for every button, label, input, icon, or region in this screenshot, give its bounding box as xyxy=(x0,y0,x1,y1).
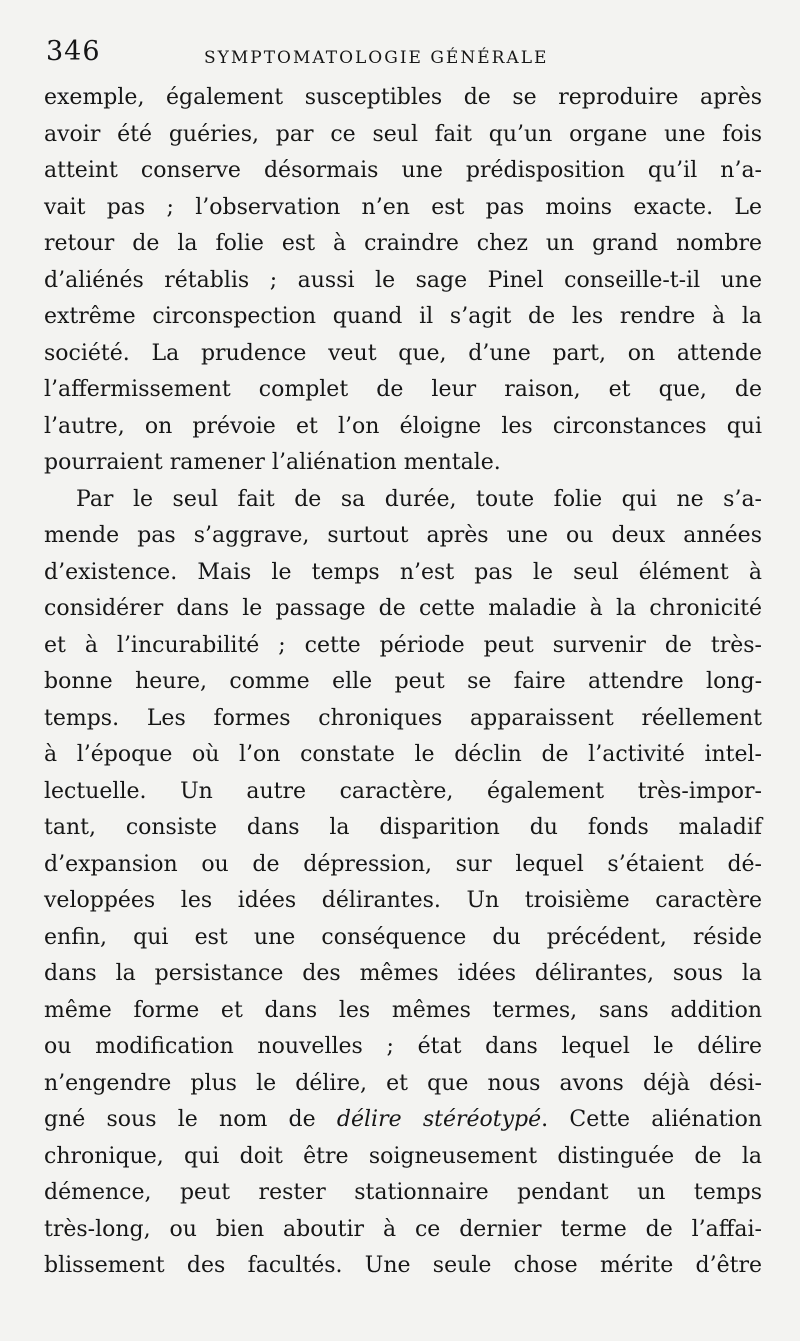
text-line: blissement des facultés. Une seule chose mérite d’être xyxy=(44,1253,762,1278)
text-line: exemple, également susceptibles de se reproduire après xyxy=(44,85,762,110)
text-line: enfin, qui est une conséquence du précédent, réside xyxy=(44,924,762,950)
body-text xyxy=(44,80,762,1285)
text-line: vait pas ; l’observation n’en est pas moins exacte. Le xyxy=(44,194,762,220)
text-line: démence, peut rester stationnaire pendant un temps xyxy=(44,1180,762,1205)
text-line: Par le seul fait de sa durée, toute folie qui ne s’a- xyxy=(76,486,762,512)
text-line: d’aliénés rétablis ; aussi le sage Pinel conseille-t-il une xyxy=(44,267,762,293)
text-line-with-italic xyxy=(44,1102,762,1139)
text-segment: . Cette aliénation xyxy=(541,1107,762,1132)
text-segment: gné sous le nom de xyxy=(44,1107,337,1132)
text-line: l’autre, on prévoie et l’on éloigne les circonstances qui xyxy=(44,413,762,439)
running-head xyxy=(44,36,764,80)
text-line: même forme et dans les mêmes termes, sans addition xyxy=(44,997,762,1023)
text-line: d’existence. Mais le temps n’est pas le seul élément à xyxy=(44,559,762,585)
text-line: temps. Les formes chroniques apparaissent réellement xyxy=(44,705,762,731)
text-line: tant, consiste dans la disparition du fonds maladif xyxy=(44,815,762,840)
italic-term: délire stéréotypé xyxy=(336,1107,542,1132)
text-line: ou modification nouvelles ; état dans lequel le délire xyxy=(44,1034,762,1059)
text-line: l’affermissement complet de leur raison, et que, de xyxy=(44,377,762,402)
text-line: retour de la folie est à craindre chez un grand nombre xyxy=(44,231,762,256)
text-line: avoir été guéries, par ce seul fait qu’un organe une fois xyxy=(44,121,762,147)
text-line: lectuelle. Un autre caractère, également très-impor- xyxy=(44,778,762,804)
text-line: mende pas s’aggrave, surtout après une ou deux années xyxy=(44,523,762,548)
text-line: atteint conserve désormais une prédisposition qu’il n’a- xyxy=(44,158,762,183)
text-line: veloppées les idées délirantes. Un troisième caractère xyxy=(44,888,762,913)
text-line: extrême circonspection quand il s’agit de les rendre à la xyxy=(44,304,762,329)
text-line: chronique, qui doit être soigneusement distinguée de la xyxy=(44,1143,762,1169)
text-line: très-long, ou bien aboutir à ce dernier terme de l’affai- xyxy=(44,1216,762,1242)
text-line: dans la persistance des mêmes idées délirantes, sous la xyxy=(44,961,762,986)
text-line: n’engendre plus le délire, et que nous avons déjà dési- xyxy=(44,1070,762,1096)
text-line: pourraient ramener l’aliénation mentale. xyxy=(44,450,501,475)
text-line: société. La prudence veut que, d’une part, on attende xyxy=(44,340,762,366)
page-number: 346 xyxy=(46,36,101,67)
text-line: et à l’incurabilité ; cette période peut survenir de très- xyxy=(44,632,762,658)
text-line: d’expansion ou de dépression, sur lequel s’étaient dé- xyxy=(44,851,762,877)
text-line: considérer dans le passage de cette maladie à la chronicité xyxy=(44,596,762,621)
running-title: SYMPTOMATOLOGIE GÉNÉRALE xyxy=(204,48,549,68)
text-line: bonne heure, comme elle peut se faire attendre long- xyxy=(44,669,762,694)
text-line: à l’époque où l’on constate le déclin de l’activité intel- xyxy=(44,742,762,767)
